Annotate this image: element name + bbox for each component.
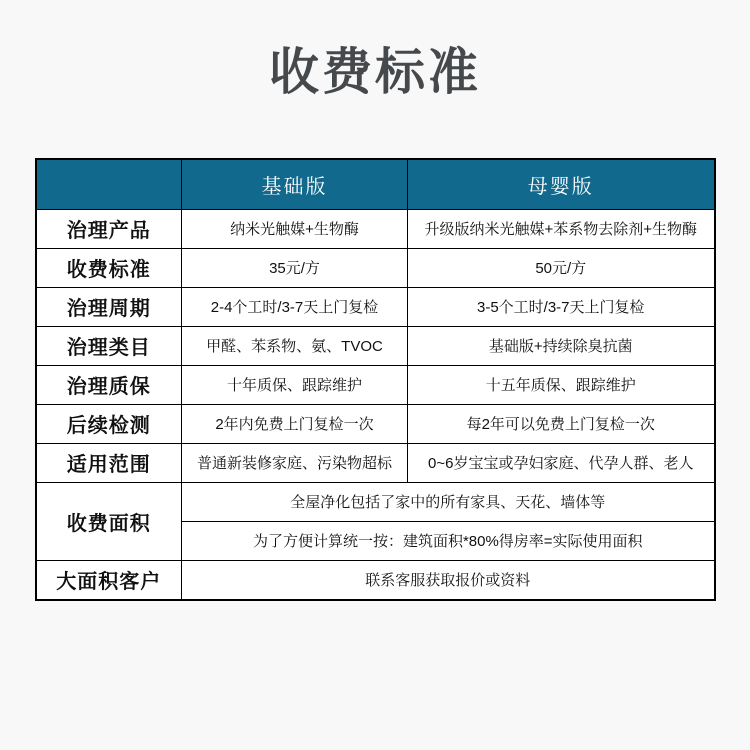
cell-cycle-mom-baby: 3-5个工时/3-7天上门复检 <box>408 287 715 326</box>
table-row-categories <box>36 326 715 365</box>
row-label-cycle: 治理周期 <box>36 287 182 326</box>
row-label-scope: 适用范围 <box>36 443 182 482</box>
row-label-followup: 后续检测 <box>36 404 182 443</box>
cell-price-basic: 35元/方 <box>182 248 408 287</box>
table-row-large-area <box>36 560 715 600</box>
cell-categories-mom-baby: 基础版+持续除臭抗菌 <box>408 326 715 365</box>
row-label-large-area: 大面积客户 <box>36 560 182 600</box>
table-row-followup <box>36 404 715 443</box>
cell-warranty-basic: 十年质保、跟踪维护 <box>182 365 408 404</box>
page-title: 收费标准 <box>269 44 481 100</box>
cell-warranty-mom-baby: 十五年质保、跟踪维护 <box>408 365 715 404</box>
column-header-basic: 基础版 <box>182 159 408 210</box>
cell-followup-basic: 2年内免费上门复检一次 <box>182 404 408 443</box>
row-label-price: 收费标准 <box>36 248 182 287</box>
cell-cycle-basic: 2-4个工时/3-7天上门复检 <box>182 287 408 326</box>
table-row-products <box>36 209 715 248</box>
column-header-mom-baby: 母婴版 <box>408 159 715 210</box>
row-label-products: 治理产品 <box>36 209 182 248</box>
cell-scope-mom-baby: 0~6岁宝宝或孕妇家庭、代孕人群、老人 <box>408 443 715 482</box>
cell-followup-mom-baby: 每2年可以免费上门复检一次 <box>408 404 715 443</box>
column-header-empty <box>36 159 182 210</box>
table-row-warranty <box>36 365 715 404</box>
pricing-table <box>35 158 716 601</box>
cell-products-mom-baby: 升级版纳米光触媒+苯系物去除剂+生物酶 <box>408 209 715 248</box>
row-label-categories: 治理类目 <box>36 326 182 365</box>
cell-charged-area-line1: 全屋净化包括了家中的所有家具、天花、墙体等 <box>182 482 715 521</box>
row-label-charged-area: 收费面积 <box>36 482 182 560</box>
table-row-scope <box>36 443 715 482</box>
table-row-charged-area-1 <box>36 482 715 521</box>
table-header-row <box>36 159 715 210</box>
table-row-price <box>36 248 715 287</box>
row-label-warranty: 治理质保 <box>36 365 182 404</box>
cell-categories-basic: 甲醛、苯系物、氨、TVOC <box>182 326 408 365</box>
cell-scope-basic: 普通新装修家庭、污染物超标 <box>182 443 408 482</box>
cell-price-mom-baby: 50元/方 <box>408 248 715 287</box>
cell-charged-area-line2: 为了方便计算统一按：建筑面积*80%得房率=实际使用面积 <box>182 521 715 560</box>
table-row-cycle <box>36 287 715 326</box>
cell-products-basic: 纳米光触媒+生物酶 <box>182 209 408 248</box>
cell-large-area: 联系客服获取报价或资料 <box>182 560 715 600</box>
